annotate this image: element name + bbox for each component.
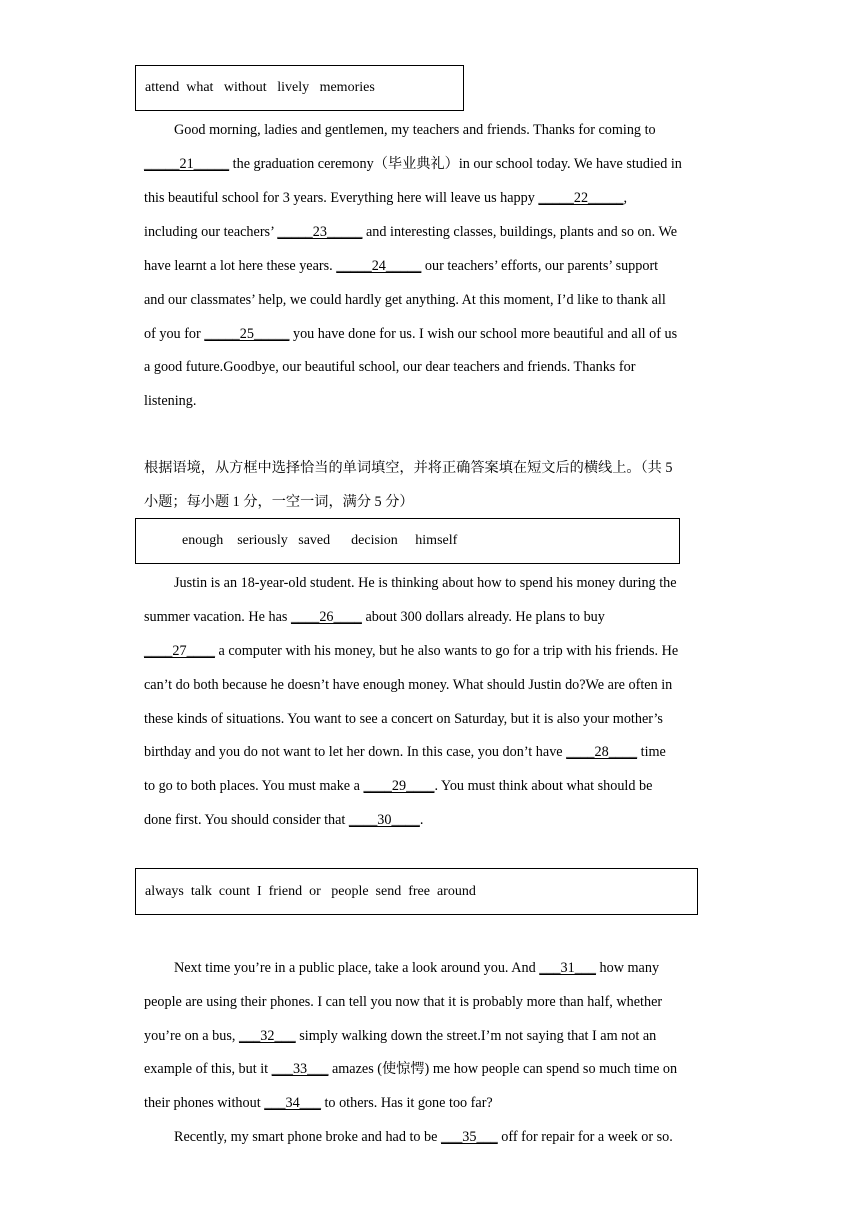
word-box-2: enough seriously saved decision himself: [135, 518, 680, 564]
word-box-3: always talk count I friend or people send free around: [135, 868, 698, 915]
blank-22: _____22_____: [538, 190, 624, 206]
word-box-1: attend what without lively memories: [135, 65, 464, 111]
blank-28: ____28____: [566, 744, 638, 760]
blank-25: _____25_____: [204, 326, 290, 342]
passage1-line-9: listening.: [144, 393, 197, 409]
passage3-line-5: their phones without ___34___ to others. Has it gone too far?: [144, 1095, 493, 1111]
passage2-line-4: can’t do both because he doesn’t have enough money. What should Justin do?We are often in: [144, 677, 673, 693]
blank-32: ___32___: [238, 1028, 296, 1044]
passage3-line-6: Recently, my smart phone broke and had to be ___35___ off for repair for a week or so.: [174, 1129, 673, 1145]
blank-35: ___35___: [441, 1129, 498, 1145]
blank-26: ____26____: [290, 609, 362, 625]
passage1-line-2: _____21_____ the graduation ceremony（毕业典礼）in our school today. We have studied in: [144, 156, 682, 172]
passage1-line-7: of you for _____25_____ you have done for us. I wish our school more beautiful and all of us: [144, 326, 678, 342]
passage2-line-2: summer vacation. He has ____26____ about 300 dollars already. He plans to buy: [144, 609, 605, 625]
passage3-line-2: people are using their phones. I can tell you now that it is probably more than half, whether: [144, 994, 663, 1010]
passage1-line-3: this beautiful school for 3 years. Everything here will leave us happy _____22_____,: [144, 190, 628, 206]
passage1-line-5: have learnt a lot here these years. _____24_____ our teachers’ efforts, our parents’ support: [144, 258, 659, 274]
blank-33: ___33___: [271, 1061, 329, 1077]
passage1-line-1: Good morning, ladies and gentlemen, my teachers and friends. Thanks for coming to: [174, 122, 656, 138]
passage2-line-6: birthday and you do not want to let her down. In this case, you don’t have ____28____ time: [144, 744, 666, 760]
blank-27: ____27____: [144, 643, 215, 659]
passage2-line-8: done first. You should consider that ____30____.: [144, 812, 424, 828]
passage3-line-3: you’re on a bus, ___32___ simply walking down the street.I’m not saying that I am not an: [144, 1028, 657, 1044]
passage2-line-5: these kinds of situations. You want to see a concert on Saturday, but it is also your mother’s: [144, 711, 663, 727]
passage3-line-4: example of this, but it ___33___ amazes (使惊愕) me how people can spend so much time on: [144, 1061, 678, 1077]
passage2-line-1: Justin is an 18-year-old student. He is thinking about how to spend his money during the: [174, 575, 677, 591]
instruction-line-1: 根据语境，从方框中选择恰当的单词填空，并将正确答案填在短文后的横线上。（共 5: [144, 460, 673, 476]
blank-23: _____23_____: [277, 224, 363, 240]
blank-34: ___34___: [264, 1095, 321, 1111]
blank-24: _____24_____: [336, 258, 422, 274]
passage2-line-7: to go to both places. You must make a ____29____. You must think about what should be: [144, 778, 653, 794]
passage3-line-1: Next time you’re in a public place, take a look around you. And ___31___ how many: [174, 960, 660, 976]
blank-29: ____29____: [363, 778, 435, 794]
instruction-line-2: 小题；每小题 1 分，一空一词，满分 5 分）: [144, 494, 414, 510]
passage2-line-3: ____27____ a computer with his money, but he also wants to go for a trip with his friends. He: [144, 643, 679, 659]
passage1-line-4: including our teachers’ _____23_____ and interesting classes, buildings, plants and so on. We: [144, 224, 678, 240]
blank-31: ___31___: [539, 960, 596, 976]
passage1-line-6: and our classmates’ help, we could hardly get anything. At this moment, I’d like to thank all: [144, 292, 666, 308]
blank-21: _____21_____: [144, 156, 230, 172]
passage1-line-8: a good future.Goodbye, our beautiful school, our dear teachers and friends. Thanks for: [144, 359, 636, 375]
blank-30: ____30____: [348, 812, 420, 828]
